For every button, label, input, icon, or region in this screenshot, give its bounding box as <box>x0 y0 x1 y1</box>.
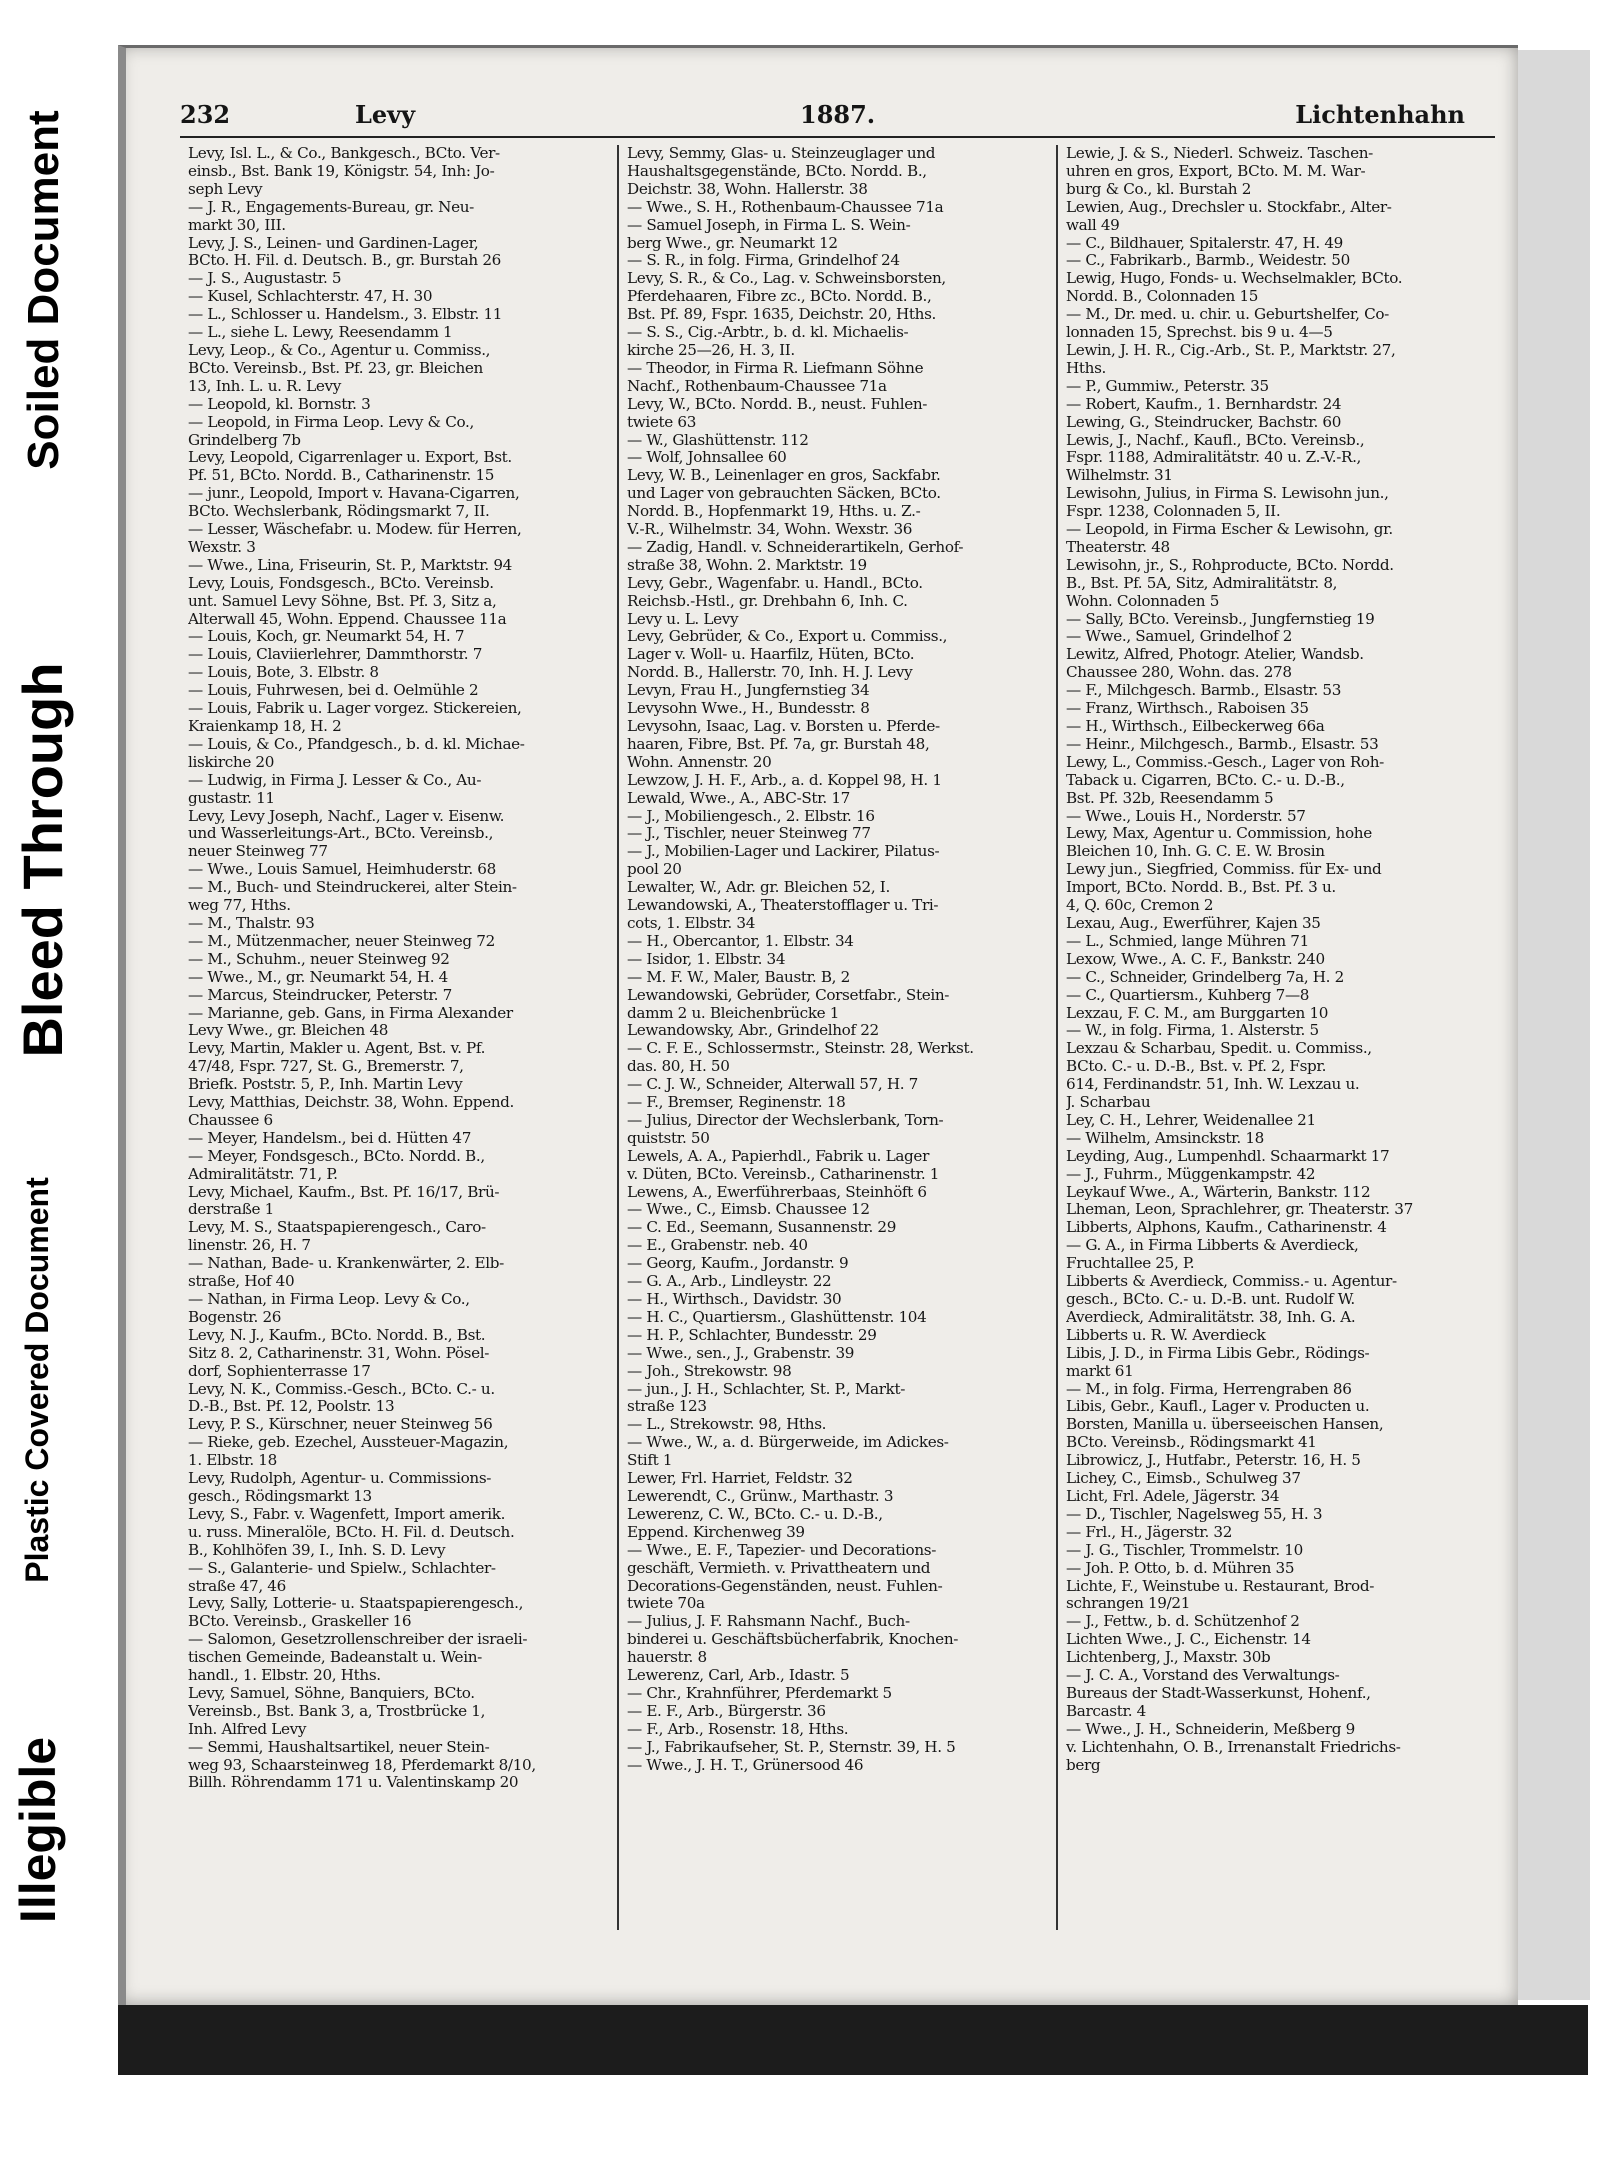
directory-line: pool 20 <box>627 861 682 879</box>
directory-line: Leykauf Wwe., A., Wärterin, Bankstr. 112 <box>1066 1183 1371 1201</box>
directory-line: Pf. 51, BCto. Nordd. B., Catharinenstr. 15 <box>188 467 495 485</box>
stamp-illegible: Illegible <box>10 1736 66 1924</box>
directory-line: handl., 1. Elbstr. 20, Hths. <box>188 1667 381 1685</box>
directory-line: kirche 25—26, H. 3, II. <box>627 341 795 359</box>
directory-line: Lewerenz, C. W., BCto. C.- u. D.-B., <box>627 1505 883 1523</box>
directory-line: Reichsb.-Hstl., gr. Drehbahn 6, Inh. C. <box>627 592 908 610</box>
directory-line: Levy, Semmy, Glas- u. Steinzeuglager und <box>627 145 936 162</box>
directory-line: — F., Arb., Rosenstr. 18, Hths. <box>627 1720 849 1738</box>
directory-line: Levy, Gebrüder, & Co., Export u. Commiss., <box>627 628 948 646</box>
directory-line: — Wwe., C., Eimsb. Chaussee 12 <box>627 1201 870 1219</box>
directory-line: Levy, Levy Joseph, Nachf., Lager v. Eisenw. <box>188 807 505 825</box>
directory-line: — J., Fettw., b. d. Schützenhof 2 <box>1066 1613 1300 1631</box>
directory-line: Chaussee 6 <box>188 1111 273 1129</box>
directory-line: — Wwe., W., a. d. Bürgerweide, im Adickes- <box>627 1434 949 1452</box>
directory-line: Lager v. Woll- u. Haarfilz, Hüten, BCto. <box>627 646 915 664</box>
directory-line: Chaussee 280, Wohn. das. 278 <box>1066 664 1292 682</box>
directory-line: Levyn, Frau H., Jungfernstieg 34 <box>627 682 870 700</box>
directory-line: weg 77, Hths. <box>188 897 291 915</box>
directory-line: Nordd. B., Hallerstr. 70, Inh. H. J. Levy <box>627 664 913 682</box>
directory-line: — S., Galanterie- und Spielw., Schlachter- <box>188 1559 496 1577</box>
directory-line: Nordd. B., Hopfenmarkt 19, Hths. u. Z.- <box>627 503 921 521</box>
directory-line: Libberts, Alphons, Kaufm., Catharinenstr. 4 <box>1066 1219 1387 1237</box>
directory-line: — C., Quartiersm., Kuhberg 7—8 <box>1066 986 1310 1004</box>
directory-line: Deichstr. 38, Wohn. Hallerstr. 38 <box>627 180 868 198</box>
directory-line: — F., Milchgesch. Barmb., Elsastr. 53 <box>1066 682 1342 700</box>
directory-line: — Salomon, Gesetzrollenschreiber der israeli- <box>188 1631 528 1649</box>
directory-line: Lexow, Wwe., A. C. F., Bankstr. 240 <box>1066 950 1325 968</box>
directory-line: Lewer, Frl. Harriet, Feldstr. 32 <box>627 1470 853 1488</box>
directory-line: Levy, N. K., Commiss.-Gesch., BCto. C.- u. <box>188 1380 495 1398</box>
directory-line: Fspr. 1238, Colonnaden 5, II. <box>1066 503 1281 521</box>
directory-line: Levy, W. B., Leinenlager en gros, Sackfabr. <box>627 467 941 485</box>
directory-line: — M., Mützenmacher, neuer Steinweg 72 <box>188 932 495 950</box>
directory-line: lonnaden 15, Sprechst. bis 9 u. 4—5 <box>1066 324 1333 342</box>
directory-line: BCto. Wechslerbank, Rödingsmarkt 7, II. <box>188 503 490 521</box>
directory-line: — jun., J. H., Schlachter, St. P., Markt- <box>627 1380 906 1398</box>
directory-line: — Leopold, kl. Bornstr. 3 <box>188 395 371 413</box>
directory-line: — J. G., Tischler, Trommelstr. 10 <box>1066 1541 1303 1559</box>
directory-line: seph Levy <box>188 180 263 198</box>
directory-line: — L., Strekowstr. 98, Hths. <box>627 1416 827 1434</box>
directory-line: markt 61 <box>1066 1362 1134 1380</box>
scanner-bottom-band <box>118 2005 1588 2075</box>
directory-line: Lewy, L., Commiss.-Gesch., Lager von Roh- <box>1066 753 1384 771</box>
directory-line: Lewitz, Alfred, Photogr. Atelier, Wandsb. <box>1066 646 1364 664</box>
directory-column-2 <box>617 145 1056 1930</box>
directory-line: Levy, Michael, Kaufm., Bst. Pf. 16/17, Brü- <box>188 1183 500 1201</box>
directory-line: quiststr. 50 <box>627 1129 710 1147</box>
directory-line: Lewens, A., Ewerführerbaas, Steinhöft 6 <box>627 1183 927 1201</box>
directory-line: — Theodor, in Firma R. Liefmann Söhne <box>627 359 924 377</box>
directory-line: — Louis, Bote, 3. Elbstr. 8 <box>188 664 379 682</box>
directory-line: Levy Wwe., gr. Bleichen 48 <box>188 1022 389 1040</box>
directory-line: twiete 70a <box>627 1595 705 1613</box>
directory-line: — Julius, Director der Wechslerbank, Torn- <box>627 1111 944 1129</box>
directory-line: Vereinsb., Bst. Bank 3, a, Trostbrücke 1, <box>188 1702 486 1720</box>
directory-line: Ley, C. H., Lehrer, Weidenallee 21 <box>1066 1111 1316 1129</box>
directory-line: — Zadig, Handl. v. Schneiderartikeln, Gerhof- <box>627 538 964 556</box>
directory-line: Lewerendt, C., Grünw., Marthastr. 3 <box>627 1487 894 1505</box>
directory-line: Levy, W., BCto. Nordd. B., neust. Fuhlen- <box>627 395 928 413</box>
directory-line: gesch., Rödingsmarkt 13 <box>188 1487 372 1505</box>
directory-line: — H., Obercantor, 1. Elbstr. 34 <box>627 932 854 950</box>
directory-line: 47/48, Fspr. 727, St. G., Bremerstr. 7, <box>188 1058 464 1076</box>
directory-line: Lewy, Max, Agentur u. Commission, hohe <box>1066 825 1372 843</box>
directory-line: Bureaus der Stadt-Wasserkunst, Hohenf., <box>1066 1684 1371 1702</box>
directory-line: Lewy jun., Siegfried, Commiss. für Ex- und <box>1066 861 1382 879</box>
directory-line: — H. P., Schlachter, Bundesstr. 29 <box>627 1326 877 1344</box>
directory-line: BCto. Vereinsb., Bst. Pf. 23, gr. Bleichen <box>188 359 483 377</box>
directory-line: BCto. H. Fil. d. Deutsch. B., gr. Burstah 26 <box>188 252 501 270</box>
directory-line: Wilhelmstr. 31 <box>1066 467 1173 485</box>
directory-line: — Wwe., Louis Samuel, Heimhuderstr. 68 <box>188 861 496 879</box>
directory-line: — Kusel, Schlachterstr. 47, H. 30 <box>188 288 433 306</box>
directory-line: — Marcus, Steindrucker, Peterstr. 7 <box>188 986 452 1004</box>
directory-page <box>180 100 1495 1930</box>
directory-line: v. Düten, BCto. Vereinsb., Catharinenstr. 1 <box>627 1165 940 1183</box>
directory-line: — Frl., H., Jägerstr. 32 <box>1066 1523 1233 1541</box>
directory-line: Lewis, J., Nachf., Kaufl., BCto. Vereinsb., <box>1066 431 1365 449</box>
directory-line: D.-B., Bst. Pf. 12, Poolstr. 13 <box>188 1398 395 1416</box>
directory-line: Levy u. L. Levy <box>627 610 739 628</box>
directory-line: Inh. Alfred Levy <box>188 1720 307 1738</box>
directory-line: Wohn. Colonnaden 5 <box>1066 592 1220 610</box>
directory-line: Fspr. 1188, Admiralitätstr. 40 u. Z.-V.-R., <box>1066 449 1362 467</box>
directory-line: Librowicz, J., Hutfabr., Peterstr. 16, H. 5 <box>1066 1452 1361 1470</box>
directory-line: — J., Mobilien-Lager und Lackirer, Pilatus- <box>627 843 940 861</box>
directory-line: — Rieke, geb. Ezechel, Aussteuer-Magazin, <box>188 1434 509 1452</box>
directory-line: Libberts u. R. W. Averdieck <box>1066 1326 1266 1344</box>
directory-line: Lexzau, F. C. M., am Burggarten 10 <box>1066 1004 1329 1022</box>
directory-line: gesch., BCto. C.- u. D.-B. unt. Rudolf W. <box>1066 1291 1355 1308</box>
directory-line: Levy, J. S., Leinen- und Gardinen-Lager, <box>188 234 479 252</box>
directory-line: Borsten, Manilla u. überseeischen Hansen, <box>1066 1416 1384 1434</box>
directory-line: Lewie, J. & S., Niederl. Schweiz. Taschen- <box>1066 145 1373 162</box>
directory-line: — C. F. E., Schlossermstr., Steinstr. 28, Werkst. <box>627 1040 974 1058</box>
directory-line: haaren, Fibre, Bst. Pf. 7a, gr. Burstah 48, <box>627 735 930 753</box>
directory-line: und Lager von gebrauchten Säcken, BCto. <box>627 485 941 503</box>
directory-line: u. russ. Mineralöle, BCto. H. Fil. d. Deutsch. <box>188 1523 515 1541</box>
directory-line: Levy, Gebr., Wagenfabr. u. Handl., BCto. <box>627 574 923 592</box>
directory-line: — G. A., in Firma Libberts & Averdieck, <box>1066 1237 1359 1255</box>
directory-line: — J. S., Augustastr. 5 <box>188 270 342 288</box>
directory-line: — M., Thalstr. 93 <box>188 914 315 932</box>
directory-line: Levy, Matthias, Deichstr. 38, Wohn. Eppend. <box>188 1094 514 1112</box>
directory-line: — Louis, Fabrik u. Lager vorgez. Stickereien, <box>188 700 522 718</box>
directory-line: Nachf., Rothenbaum-Chaussee 71a <box>627 377 887 395</box>
directory-line: schrangen 19/21 <box>1066 1595 1191 1613</box>
directory-line: Lichtenberg, J., Maxstr. 30b <box>1066 1649 1271 1667</box>
directory-line: V.-R., Wilhelmstr. 34, Wohn. Wexstr. 36 <box>627 521 913 539</box>
directory-line: — Sally, BCto. Vereinsb., Jungfernstieg 19 <box>1066 610 1375 628</box>
directory-line: — Isidor, 1. Elbstr. 34 <box>627 950 786 968</box>
directory-line: — J., Tischler, neuer Steinweg 77 <box>627 825 871 843</box>
directory-line: berg <box>1066 1756 1101 1774</box>
directory-line: — S. S., Cig.-Arbtr., b. d. kl. Michaelis- <box>627 324 909 342</box>
directory-line: — Julius, J. F. Rahsmann Nachf., Buch- <box>627 1613 910 1631</box>
directory-line: neuer Steinweg 77 <box>188 843 328 861</box>
directory-line: — Wilhelm, Amsinckstr. 18 <box>1066 1129 1264 1147</box>
directory-line: berg Wwe., gr. Neumarkt 12 <box>627 234 838 252</box>
directory-line: Licht, Frl. Adele, Jägerstr. 34 <box>1066 1487 1280 1505</box>
directory-line: einsb., Bst. Bank 19, Königstr. 54, Inh: Jo- <box>188 162 495 180</box>
directory-line: — Wolf, Johnsallee 60 <box>627 449 787 467</box>
directory-line: Stift 1 <box>627 1452 673 1470</box>
stamp-soiled-document: Soiled Document <box>19 110 68 470</box>
directory-line: und Wasserleitungs-Art., BCto. Vereinsb., <box>188 825 494 843</box>
directory-line: Haushaltsgegenstände, BCto. Nordd. B., <box>627 162 927 180</box>
directory-column-3 <box>1056 145 1495 1930</box>
directory-line: Lheman, Leon, Sprachlehrer, gr. Theaterstr. 37 <box>1066 1201 1413 1219</box>
directory-line: — Semmi, Haushaltsartikel, neuer Stein- <box>188 1738 490 1756</box>
directory-line: — L., Schmied, lange Mühren 71 <box>1066 932 1309 950</box>
directory-line: B., Kohlhöfen 39, I., Inh. S. D. Levy <box>188 1541 446 1559</box>
directory-line: — Wwe., Samuel, Grindelhof 2 <box>1066 628 1293 646</box>
directory-line: Lexzau & Scharbau, Spedit. u. Commiss., <box>1066 1040 1372 1058</box>
directory-line: — M., Schuhm., neuer Steinweg 92 <box>188 950 450 968</box>
directory-line: Levy, Sally, Lotterie- u. Staatspapierengesch., <box>188 1595 524 1613</box>
directory-line: — Leopold, in Firma Leop. Levy & Co., <box>188 413 474 431</box>
directory-line: binderei u. Geschäftsbücherfabrik, Knochen- <box>627 1631 959 1649</box>
header-right-catchword: Lichtenhahn <box>1295 100 1465 129</box>
directory-line: 4, Q. 60c, Cremon 2 <box>1066 897 1214 915</box>
directory-line: unt. Samuel Levy Söhne, Bst. Pf. 3, Sitz a, <box>188 592 497 610</box>
directory-line: Lewandowski, Gebrüder, Corsetfabr., Stein- <box>627 986 950 1004</box>
directory-line: Barcastr. 4 <box>1066 1702 1146 1720</box>
directory-line: — H., Wirthsch., Eilbeckerweg 66a <box>1066 718 1325 735</box>
directory-line: Levy, N. J., Kaufm., BCto. Nordd. B., Bst. <box>188 1326 486 1344</box>
directory-line: Import, BCto. Nordd. B., Bst. Pf. 3 u. <box>1066 879 1336 897</box>
directory-line: Levy, Leopold, Cigarrenlager u. Export, Bst. <box>188 449 512 467</box>
directory-line: 1. Elbstr. 18 <box>188 1452 277 1470</box>
page-number: 232 <box>180 100 231 129</box>
directory-line: — J., Fuhrm., Müggenkampstr. 42 <box>1066 1165 1316 1183</box>
directory-line: Lewerenz, Carl, Arb., Idastr. 5 <box>627 1667 850 1685</box>
directory-line: v. Lichtenhahn, O. B., Irrenanstalt Friedrichs- <box>1066 1738 1401 1756</box>
directory-line: damm 2 u. Bleichenbrücke 1 <box>627 1004 840 1022</box>
directory-line: J. Scharbau <box>1066 1094 1151 1112</box>
directory-line: BCto. Vereinsb., Graskeller 16 <box>188 1613 412 1631</box>
directory-line: — E. F., Arb., Bürgerstr. 36 <box>627 1702 826 1720</box>
directory-line: twiete 63 <box>627 413 697 431</box>
directory-line: — Meyer, Fondsgesch., BCto. Nordd. B., <box>188 1147 485 1165</box>
directory-line: — Lesser, Wäschefabr. u. Modew. für Herren, <box>188 521 522 539</box>
directory-line: Levy, P. S., Kürschner, neuer Steinweg 56 <box>188 1416 493 1434</box>
directory-line: — Joh., Strekowstr. 98 <box>627 1362 792 1380</box>
directory-line: — Wwe., sen., J., Grabenstr. 39 <box>627 1344 855 1362</box>
directory-columns <box>180 145 1495 1930</box>
directory-line: — J., Mobiliengesch., 2. Elbstr. 16 <box>627 807 875 825</box>
directory-line: Pferdehaaren, Fibre zc., BCto. Nordd. B., <box>627 288 932 306</box>
directory-line: — M., Buch- und Steindruckerei, alter Stein- <box>188 879 517 897</box>
directory-column-1 <box>180 145 617 1930</box>
directory-line: Levy, S. R., & Co., Lag. v. Schweinsborsten, <box>627 270 946 288</box>
directory-line: B., Bst. Pf. 5A, Sitz, Admiralitätstr. 8, <box>1066 574 1338 592</box>
directory-line: Bst. Pf. 89, Fspr. 1635, Deichstr. 20, Hths. <box>627 306 937 324</box>
directory-line: — M. F. W., Maler, Baustr. B, 2 <box>627 968 850 986</box>
directory-line: — Georg, Kaufm., Jordanstr. 9 <box>627 1255 849 1273</box>
directory-line: tischen Gemeinde, Badeanstalt u. Wein- <box>188 1649 482 1667</box>
directory-line: Alterwall 45, Wohn. Eppend. Chaussee 11a <box>188 610 507 628</box>
directory-line: — W., in folg. Firma, 1. Alsterstr. 5 <box>1066 1022 1319 1040</box>
directory-line: — L., Schlosser u. Handelsm., 3. Elbstr. 11 <box>188 306 503 324</box>
directory-line: Levysohn, Isaac, Lag. v. Borsten u. Pferde- <box>627 718 940 735</box>
directory-line: — Franz, Wirthsch., Raboisen 35 <box>1066 700 1309 718</box>
directory-line: Lewandowsky, Abr., Grindelhof 22 <box>627 1022 879 1040</box>
directory-line: — junr., Leopold, Import v. Havana-Cigarren, <box>188 485 520 503</box>
directory-line: — Marianne, geb. Gans, in Firma Alexander <box>188 1004 513 1022</box>
directory-line: — Wwe., S. H., Rothenbaum-Chaussee 71a <box>627 198 944 216</box>
directory-line: — H. C., Quartiersm., Glashüttenstr. 104 <box>627 1308 927 1326</box>
directory-line: Lexau, Aug., Ewerführer, Kajen 35 <box>1066 914 1321 932</box>
directory-line: — S. R., in folg. Firma, Grindelhof 24 <box>627 252 900 270</box>
directory-line: Levy, Martin, Makler u. Agent, Bst. v. Pf. <box>188 1040 486 1058</box>
condition-stamp <box>0 40 100 1960</box>
directory-line: Levy, S., Fabr. v. Wagenfett, Import amerik. <box>188 1505 506 1523</box>
stamp-bleed-through: Bleed Through <box>11 662 74 1058</box>
directory-line: Wexstr. 3 <box>188 538 256 556</box>
directory-line: — Louis, Fuhrwesen, bei d. Oelmühle 2 <box>188 682 479 700</box>
directory-line: — Louis, Koch, gr. Neumarkt 54, H. 7 <box>188 628 465 646</box>
directory-line: geschäft, Vermieth. v. Privattheatern und <box>627 1559 931 1577</box>
directory-line: Lewin, J. H. R., Cig.-Arb., St. P., Marktstr. 27, <box>1066 341 1396 359</box>
directory-line: — D., Tischler, Nagelsweg 55, H. 3 <box>1066 1505 1323 1523</box>
directory-line: Lichey, C., Eimsb., Schulweg 37 <box>1066 1470 1301 1488</box>
directory-line: weg 93, Schaarsteinweg 18, Pferdemarkt 8/10, <box>188 1756 536 1774</box>
directory-line: Lichten Wwe., J. C., Eichenstr. 14 <box>1066 1631 1311 1649</box>
directory-line: — W., Glashüttenstr. 112 <box>627 431 809 449</box>
stamp-plastic-covered: Plastic Covered Document <box>19 1177 55 1583</box>
directory-line: hauerstr. 8 <box>627 1649 707 1667</box>
directory-line: — C., Schneider, Grindelberg 7a, H. 2 <box>1066 968 1344 986</box>
directory-line: Lewandowski, A., Theaterstofflager u. Tri- <box>627 897 939 915</box>
directory-line: Lewien, Aug., Drechsler u. Stockfabr., Alter- <box>1066 198 1392 216</box>
directory-line: Admiralitätstr. 71, P. <box>188 1165 338 1183</box>
header-year: 1887. <box>800 100 876 129</box>
directory-line: gustastr. 11 <box>188 789 275 807</box>
directory-line: Theaterstr. 48 <box>1066 538 1170 556</box>
directory-line: — Chr., Krahnführer, Pferdemarkt 5 <box>627 1684 892 1702</box>
directory-line: — L., siehe L. Lewy, Reesendamm 1 <box>188 324 453 342</box>
directory-line: Fruchtallee 25, P. <box>1066 1255 1195 1273</box>
directory-line: Briefk. Poststr. 5, P., Inh. Martin Levy <box>188 1076 463 1094</box>
directory-line: — E., Grabenstr. neb. 40 <box>627 1237 808 1255</box>
directory-line: linenstr. 26, H. 7 <box>188 1237 311 1255</box>
directory-line: — Ludwig, in Firma J. Lesser & Co., Au- <box>188 771 482 789</box>
directory-line: Bst. Pf. 32b, Reesendamm 5 <box>1066 789 1274 807</box>
directory-line: — Robert, Kaufm., 1. Bernhardstr. 24 <box>1066 395 1342 413</box>
directory-line: — Nathan, in Firma Leop. Levy & Co., <box>188 1291 470 1308</box>
directory-line: Levy, M. S., Staatspapierengesch., Caro- <box>188 1219 486 1237</box>
directory-line: Libis, J. D., in Firma Libis Gebr., Rödings- <box>1066 1344 1370 1362</box>
directory-line: Lichte, F., Weinstube u. Restaurant, Brod- <box>1066 1577 1375 1595</box>
directory-line: Lewzow, J. H. F., Arb., a. d. Koppel 98, H. 1 <box>627 771 942 789</box>
directory-line: — J., Fabrikaufseher, St. P., Sternstr. 39, H. 5 <box>627 1738 956 1756</box>
directory-line: burg & Co., kl. Burstah 2 <box>1066 180 1252 198</box>
directory-line: — C. Ed., Seemann, Susannenstr. 29 <box>627 1219 897 1237</box>
directory-line: — Meyer, Handelsm., bei d. Hütten 47 <box>188 1129 472 1147</box>
directory-line: BCto. C.- u. D.-B., Bst. v. Pf. 2, Fspr. <box>1066 1058 1327 1076</box>
directory-line: Kraienkamp 18, H. 2 <box>188 718 342 735</box>
directory-line: Hths. <box>1066 359 1107 377</box>
directory-line: Lewing, G., Steindrucker, Bachstr. 60 <box>1066 413 1342 431</box>
directory-line: — Samuel Joseph, in Firma L. S. Wein- <box>627 216 911 234</box>
directory-line: — F., Bremser, Reginenstr. 18 <box>627 1094 846 1112</box>
page-header <box>180 100 1495 138</box>
directory-line: — Louis, & Co., Pfandgesch., b. d. kl. Michae- <box>188 735 525 753</box>
directory-line: Eppend. Kirchenweg 39 <box>627 1523 805 1541</box>
directory-line: — Leopold, in Firma Escher & Lewisohn, gr. <box>1066 521 1393 539</box>
directory-line: — Joh. P. Otto, b. d. Mühren 35 <box>1066 1559 1295 1577</box>
directory-line: Averdieck, Admiralitätstr. 38, Inh. G. A. <box>1066 1308 1356 1326</box>
directory-line: — Louis, Claviierlehrer, Dammthorstr. 7 <box>188 646 483 664</box>
directory-line: Lewald, Wwe., A., ABC-Str. 17 <box>627 789 850 807</box>
directory-line: — Heinr., Milchgesch., Barmb., Elsastr. 53 <box>1066 735 1379 753</box>
directory-line: Billh. Röhrendamm 171 u. Valentinskamp 20 <box>188 1774 519 1792</box>
directory-line: Taback u. Cigarren, BCto. C.- u. D.-B., <box>1066 771 1345 789</box>
directory-line: straße, Hof 40 <box>188 1273 295 1291</box>
directory-line: Lewig, Hugo, Fonds- u. Wechselmakler, BCto. <box>1066 270 1403 288</box>
directory-line: — Wwe., M., gr. Neumarkt 54, H. 4 <box>188 968 448 986</box>
directory-line: 13, Inh. L. u. R. Levy <box>188 377 341 395</box>
directory-line: — M., in folg. Firma, Herrengraben 86 <box>1066 1380 1352 1398</box>
directory-line: Levy, Samuel, Söhne, Banquiers, BCto. <box>188 1684 475 1702</box>
directory-line: Levysohn Wwe., H., Bundesstr. 8 <box>627 700 870 718</box>
directory-line: straße 38, Wohn. 2. Marktstr. 19 <box>627 556 867 574</box>
directory-line: wall 49 <box>1066 216 1120 234</box>
directory-line: Bleichen 10, Inh. G. C. E. W. Brosin <box>1066 843 1325 861</box>
directory-line: — Nathan, Bade- u. Krankenwärter, 2. Elb- <box>188 1255 504 1273</box>
directory-line: — Wwe., E. F., Tapezier- und Decorations- <box>627 1541 936 1559</box>
directory-line: — Wwe., Lina, Friseurin, St. P., Marktstr. 94 <box>188 556 512 574</box>
directory-line: straße 123 <box>627 1398 707 1416</box>
directory-line: Lewels, A. A., Papierhdl., Fabrik u. Lager <box>627 1147 929 1165</box>
header-left-catchword: Levy <box>355 100 416 129</box>
directory-line: — H., Wirthsch., Davidstr. 30 <box>627 1291 842 1308</box>
directory-line: Lewalter, W., Adr. gr. Bleichen 52, I. <box>627 879 890 897</box>
directory-line: Lewisohn, Julius, in Firma S. Lewisohn jun., <box>1066 485 1389 503</box>
directory-line: — C. J. W., Schneider, Alterwall 57, H. 7 <box>627 1076 918 1094</box>
directory-line: Decorations-Gegenständen, neust. Fuhlen- <box>627 1577 943 1595</box>
directory-line: Levy, Rudolph, Agentur- u. Commissions- <box>188 1470 492 1488</box>
directory-line: — J. C. A., Vorstand des Verwaltungs- <box>1066 1667 1340 1685</box>
directory-line: — Wwe., J. H. T., Grünersood 46 <box>627 1756 864 1774</box>
directory-line: cots, 1. Elbstr. 34 <box>627 914 756 932</box>
directory-line: 614, Ferdinandstr. 51, Inh. W. Lexzau u. <box>1066 1076 1360 1094</box>
directory-line: straße 47, 46 <box>188 1577 286 1595</box>
directory-line: Leyding, Aug., Lumpenhdl. Schaarmarkt 17 <box>1066 1147 1390 1165</box>
directory-line: — C., Fabrikarb., Barmb., Weidestr. 50 <box>1066 252 1350 270</box>
directory-line: Libis, Gebr., Kaufl., Lager v. Producten u. <box>1066 1398 1370 1416</box>
directory-line: Bogenstr. 26 <box>188 1308 282 1326</box>
directory-line: Nordd. B., Colonnaden 15 <box>1066 288 1259 306</box>
directory-line: das. 80, H. 50 <box>627 1058 730 1076</box>
directory-line: — G. A., Arb., Lindleystr. 22 <box>627 1273 832 1291</box>
directory-line: — C., Bildhauer, Spitalerstr. 47, H. 49 <box>1066 234 1343 252</box>
directory-line: — Wwe., J. H., Schneiderin, Meßberg 9 <box>1066 1720 1355 1738</box>
directory-line: derstraße 1 <box>188 1201 274 1219</box>
directory-line: Levy, Isl. L., & Co., Bankgesch., BCto. Ver- <box>188 145 500 162</box>
directory-line: Wohn. Annenstr. 20 <box>627 753 772 771</box>
directory-line: Levy, Leop., & Co., Agentur u. Commiss., <box>188 341 491 359</box>
condition-stamp-graphic <box>0 40 100 1960</box>
directory-line: Lewisohn, jr., S., Rohproducte, BCto. Nordd. <box>1066 556 1394 574</box>
directory-line: liskirche 20 <box>188 753 275 771</box>
directory-line: markt 30, III. <box>188 216 286 234</box>
directory-line: Grindelberg 7b <box>188 431 301 449</box>
directory-line: — Wwe., Louis H., Norderstr. 57 <box>1066 807 1306 825</box>
directory-line: dorf, Sophienterrasse 17 <box>188 1362 371 1380</box>
directory-line: BCto. Vereinsb., Rödingsmarkt 41 <box>1066 1434 1317 1452</box>
adjacent-page-edge <box>1510 50 1590 2000</box>
directory-line: uhren en gros, Export, BCto. M. M. War- <box>1066 162 1366 180</box>
directory-line: Levy, Louis, Fondsgesch., BCto. Vereinsb. <box>188 574 494 592</box>
directory-line: — J. R., Engagements-Bureau, gr. Neu- <box>188 198 474 216</box>
directory-line: Sitz 8. 2, Catharinenstr. 31, Wohn. Pösel- <box>188 1344 489 1362</box>
directory-line: Libberts & Averdieck, Commiss.- u. Agentur- <box>1066 1273 1397 1291</box>
directory-line: — P., Gummiw., Peterstr. 35 <box>1066 377 1269 395</box>
directory-line: — M., Dr. med. u. chir. u. Geburtshelfer, Co- <box>1066 306 1389 324</box>
